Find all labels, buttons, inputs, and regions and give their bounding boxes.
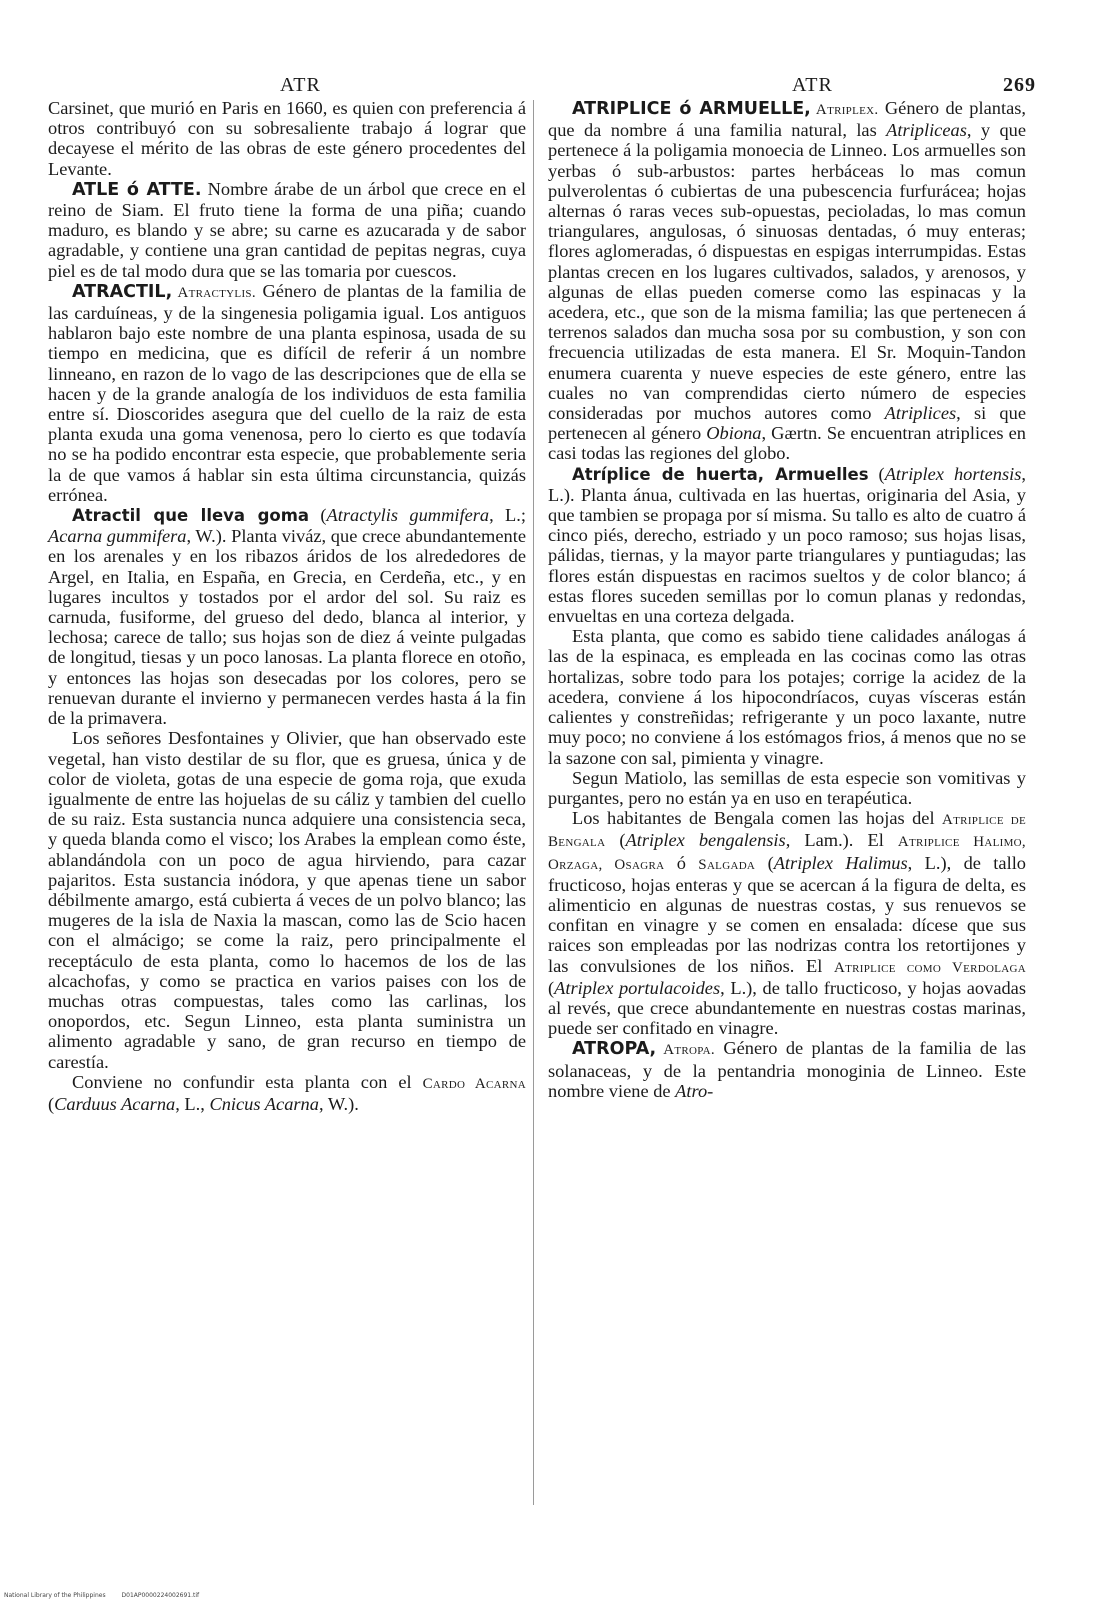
latin-name: Atriplex bengalensis bbox=[625, 830, 786, 851]
text-fragment: , Gærtn. Se encuentran atriplices en casi todas las regiones del globo. bbox=[548, 423, 1027, 464]
left-column bbox=[48, 98, 526, 1114]
text-fragment: , W.). bbox=[318, 1093, 359, 1114]
scan-footer bbox=[4, 1592, 213, 1599]
text-fragment: , L.). Planta ánua, cultivada en las huertas, originaria del Asia, y que tambien se propaga por sí misma. Su tallo es alto de cuatro á cinco piés, derecho, estriado y un poco ramoso; sus hojas lisas, pálidas, tiernas, y la mayor parte triangulares y puntiagudas; las flores están dispuestas en racimos sueltos y de color blanco; á estas flores suceden semillas por lo comun planas y redondas, envueltas en una corteza delgada. bbox=[548, 463, 1026, 627]
common-name: Atriplice Halimo, Orzaga, Osagra bbox=[548, 834, 1026, 873]
headword-atractil: ATRACTIL, bbox=[72, 281, 173, 302]
headword-atropa: ATROPA, bbox=[572, 1039, 657, 1060]
headword-atle: ATLE ó ATTE. bbox=[72, 179, 202, 200]
latin-name: Atriplex portulacoides bbox=[554, 977, 721, 998]
common-name: Salgada bbox=[698, 856, 756, 873]
library-credit: National Library of the Philippines bbox=[4, 1592, 106, 1599]
text-fragment: , W.). Planta viváz, que crece abundantemente en los arenales y en los ribazos áridos de los alrededores de Argel, en Italia, en España, en Grecia, en Cerdeña, etc., y en lugares incultos y tostados por el ardor del sol. Su raiz es carnuda, fusiforme, del grueso del dedo, blanca al interior, y lechosa; carece de tallo; sus hojas son de diez á veinte pulgadas de longitud, tiesas y un poco lanosas. La planta florece en otoño, y entonces las hojas son desecadas por los colores, pero se renuevan durante el invierno y permanecen verdes hasta á la fin de la primavera. bbox=[48, 526, 526, 729]
text-fragment: , L., bbox=[175, 1093, 210, 1114]
common-name: Cardo Acarna bbox=[422, 1075, 526, 1092]
paragraph-matiolo: Segun Matiolo, las semillas de esta especie son vomitivas y purgantes, pero no están ya en uso en terapéutica. bbox=[548, 767, 1026, 808]
common-name: Atriplice como Verdolaga bbox=[834, 959, 1026, 976]
common-name: Atriplice de Bengala bbox=[548, 812, 1026, 851]
latin-name: Acarna gummifera bbox=[48, 526, 187, 547]
latin-name: Cnicus Acarna bbox=[209, 1093, 319, 1114]
entry-atle-text: Nombre árabe de un árbol que crece en el reino de Siam. El fruto tiene la forma de una piña; cuando maduro, es blando y se abre; su carne es azucarada y de sabor agradable, y contiene una gran cantidad de pepitas negras, cuya piel es de tal modo dura que se las tomaria por cuescos. bbox=[48, 178, 526, 281]
entry-atriplice bbox=[548, 98, 1026, 464]
column-divider bbox=[533, 100, 534, 1505]
scan-file-id: D01AP0000224002691.tif bbox=[121, 1592, 200, 1599]
latin-name: Atriplex Halimus bbox=[773, 852, 908, 873]
entry-atropa bbox=[548, 1038, 1026, 1101]
latin-name: Atro- bbox=[675, 1080, 714, 1101]
latin-name-atropa: Atropa. bbox=[656, 1042, 715, 1059]
text-fragment: ( bbox=[755, 852, 774, 873]
text-fragment: ó bbox=[664, 852, 699, 873]
text-fragment: , y que pertenece á la poligamia monoecia de Linneo. Los armuelles son yerbas ó sub-arbustos: partes herbáceas lo mas comun pulverolentas ó cubiertas de una pubescencia furfurácea; hojas alternas ó raras veces sub-opuestas, pecioladas, lo mas comun triangulares, angulosas, ó sinuosas dentadas, ó muy enteras; flores aglomeradas, ó dispuestas en espigas interrumpidas. Estas plantas crecen en los lugares cultivados, salados, y arenosos, y algunas de ellas pueden comerse como las espinacas y la acedera, etc., que son de la misma familia; las que pertenecen á terrenos salados dan mucha sosa por su combustion, y son con frecuencia utilizadas de esta manera. El Sr. Moquin-Tandon enumera cuarenta y nueve especies de este género, entre las cuales no van comprendidas cierto número de especies consideradas por muchos autores como bbox=[548, 120, 1026, 424]
entry-atriplice-huerta bbox=[548, 464, 1026, 627]
text-fragment: Género de plantas de la familia de las solanaceas, y de la pentandria monoginia de Linneo. Este nombre viene de bbox=[548, 1038, 1026, 1101]
subheadword-atractil-goma: Atractil que lleva goma bbox=[72, 506, 310, 526]
right-column bbox=[548, 98, 1026, 1101]
page-number: 269 bbox=[1003, 74, 1036, 96]
latin-name: Atripliceas bbox=[886, 120, 967, 141]
text-fragment: ( bbox=[605, 830, 626, 851]
paragraph-conviene bbox=[48, 1072, 526, 1114]
running-head-right: ATR bbox=[792, 74, 833, 96]
text-fragment: , L.; bbox=[489, 505, 526, 526]
text-fragment: Género de plantas, que da nombre á una familia natural, las bbox=[548, 98, 1026, 141]
latin-name-atractylis: Atractylis. bbox=[172, 284, 256, 301]
entry-atractil bbox=[48, 281, 526, 505]
running-head-left: ATR bbox=[280, 74, 321, 96]
text-fragment: ( bbox=[868, 463, 885, 484]
text-fragment: , Lam.). El bbox=[785, 830, 898, 851]
latin-name: Atriplices bbox=[884, 403, 957, 424]
latin-name: Atractylis gummifera bbox=[326, 505, 490, 526]
paragraph-desfontaines: Los señores Desfontaines y Olivier, que han observado este vegetal, han visto destilar de su flor, que es gruesa, única y de color de violeta, gotas de una especie de goma roja, que exuda igualmente de entre las hojuelas de su cáliz y tambien del cuello de su raiz. Esta sustancia nunca adquiere una consistencia seca, y queda blanda como el visco; los Arabes la emplean como éste, ablandándola con un poco de agua hirviendo, para cazar pajaritos. Esta sustancia inódora, y que apenas tiene un sabor débilmente amargo, está cubierta á veces de un polvo blanco; las mugeres de la isla de Naxia la mascan, como las de Scio hacen con el almácigo; se come la raiz, pero principalmente el receptáculo de esta planta, como lo hacemos de los de las alcachofas, y como se practica en varios paises con los de muchas otras compuestas, tales como las carlinas, los onopordos, etc. Segun Linneo, esta planta suministra un alimento agradable y sano, de gran recurso en tiempo de carestía. bbox=[48, 728, 526, 1072]
text-fragment: Los habitantes de Bengala comen las hojas del bbox=[572, 808, 943, 829]
latin-name: Carduus Acarna bbox=[54, 1093, 176, 1114]
text-fragment: , L.), de tallo fructicoso, hojas enteras y que se acercan á la figura de delta, es alimenticio en algunas de nuestras costas, y sus renuevos se confitan en vinagre y se comen en ensalada: dícese que sus raices son empleadas por las nodrizas contra los retortijones y las convulsiones de los niños. El bbox=[548, 852, 1026, 976]
subheadword-atriplice-huerta: Atríplice de huerta, Armuelles bbox=[572, 464, 869, 484]
text-fragment: Conviene no confundir esta planta con el bbox=[72, 1071, 423, 1092]
paragraph-bengala bbox=[548, 808, 1026, 1038]
text-fragment: , si que pertenecen al género bbox=[548, 403, 1026, 444]
latin-name: Obiona bbox=[706, 423, 762, 444]
page-header bbox=[0, 74, 1118, 100]
entry-atractil-text: Género de plantas de la familia de las carduíneas, y de la singenesia poligamia igual. Los antiguos hablaron bajo este nombre de una planta espinosa, usada de su tiempo en medicina, que es difícil de referir á un nombre linneano, en razon de lo vago de las descripciones que de ella se hacen y de la grande analogía de los individuos de esta familia entre sí. Dioscorides asegura que del cuello de la raiz de esta planta exuda una goma venenosa, pero lo cierto es que todavía no se ha podido encontrar esta especie, que probablemente seria la de que vamos á hablar sin esta última circunstancia, quizás errónea. bbox=[48, 280, 527, 505]
latin-name: Atriplex hortensis bbox=[884, 463, 1022, 484]
headword-atriplice: ATRIPLICE ó ARMUELLE, bbox=[572, 99, 811, 119]
text-fragment: ( bbox=[48, 1093, 55, 1114]
paragraph-esta-planta: Esta planta, que como es sabido tiene calidades análogas á las de la espinaca, es empleada en las cocinas como las otras hortalizas, sobre todo para los potajes; corrige la acidez de la acedera, conviene á los hipocondríacos, cuyas vísceras están calientes y constreñidas; refrigerante y un poco laxante, nutre muy poco; no conviene á los estómagos frios, á menos que no se la sazone con sal, pimienta y vinagre. bbox=[548, 626, 1026, 768]
text-fragment: , L.), de tallo fructicoso, y hojas aovadas al revés, que crece abundantemente en nuestras costas marinas, puede ser confitado en vinagre. bbox=[548, 977, 1026, 1039]
entry-atle bbox=[48, 179, 526, 281]
paragraph-carsinet: Carsinet, que murió en Paris en 1660, es quien con preferencia á otros contribuyó con su sobresaliente trabajo á lograr que decayese el mérito de las obras de este género procedentes del Levante. bbox=[48, 98, 526, 179]
entry-atractil-goma bbox=[48, 505, 526, 728]
text-fragment: ( bbox=[548, 977, 555, 998]
text-fragment: ( bbox=[309, 505, 327, 526]
latin-name-atriplex: Atriplex. bbox=[810, 102, 879, 118]
